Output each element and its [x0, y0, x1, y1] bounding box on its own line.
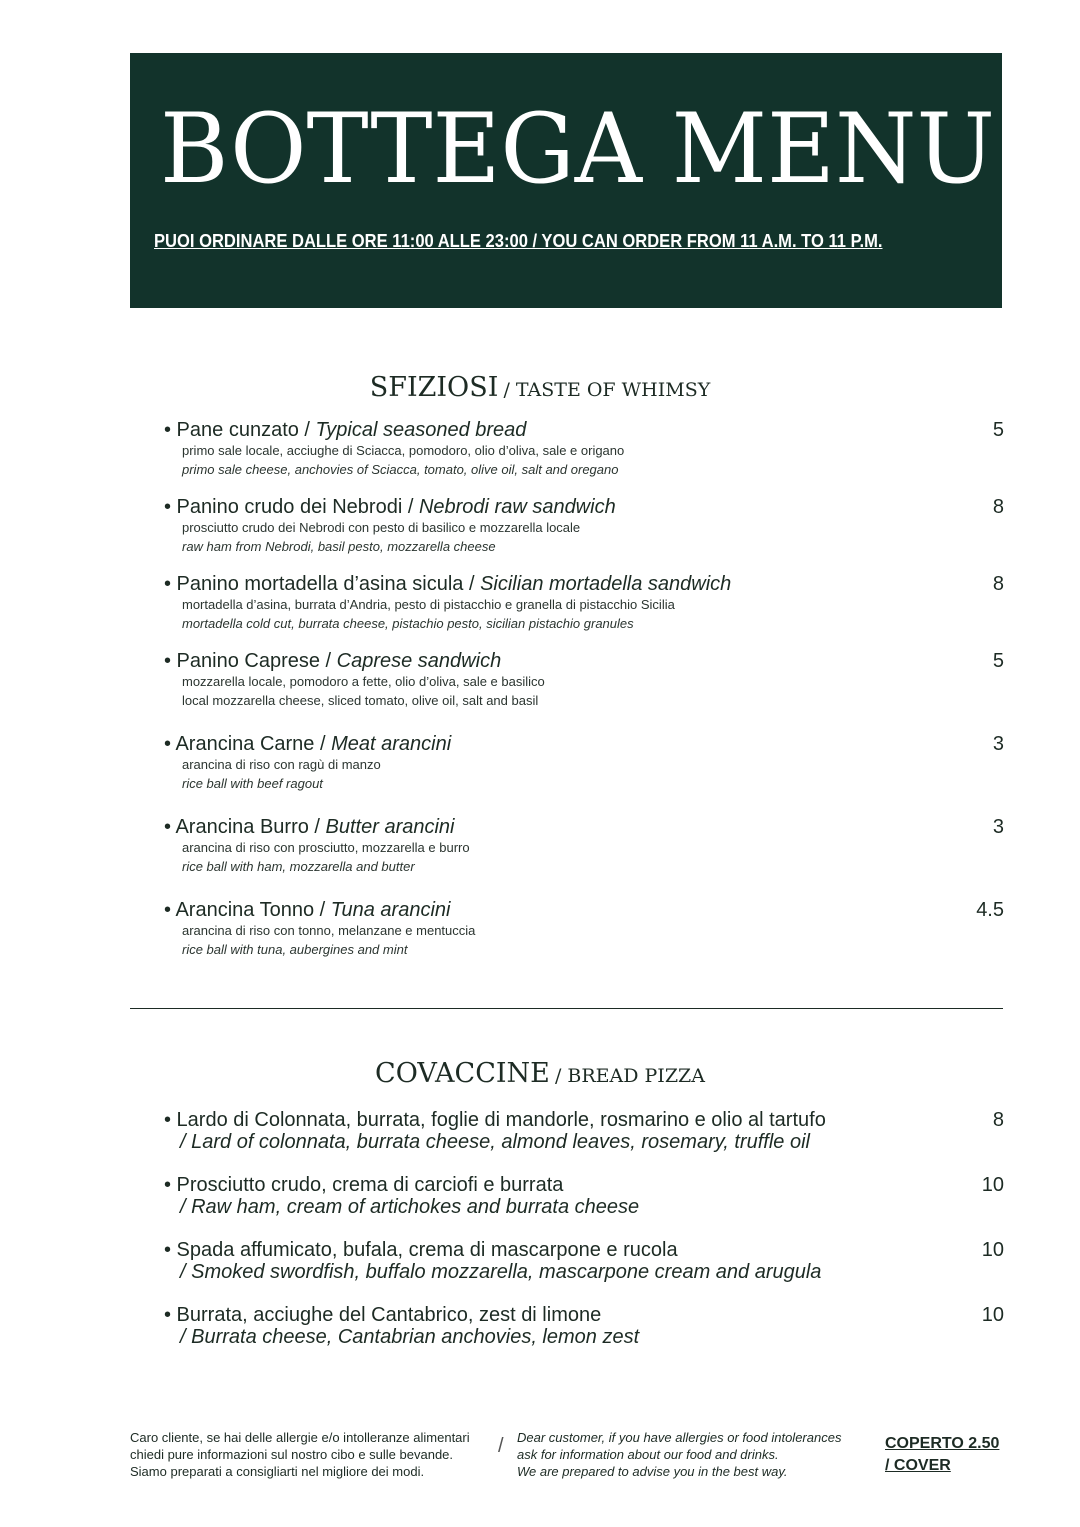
section-title-main: SFIZIOSI: [369, 372, 499, 403]
notice-line: Caro cliente, se hai delle allergie e/o intolleranze alimentari: [130, 1430, 470, 1445]
menu-item: [164, 899, 1004, 959]
item-name-en: / Burrata cheese, Cantabrian anchovies, lemon zest: [180, 1326, 640, 1348]
menu-item: [164, 733, 1004, 793]
menu-item: [164, 816, 1004, 876]
item-name: • Spada affumicato, bufala, crema di mascarpone e rucola: [164, 1239, 678, 1261]
item-desc-it: arancina di riso con tonno, melanzane e mentuccia: [182, 923, 476, 938]
section-title-covaccine: [0, 1058, 1080, 1089]
item-name-en: Meat arancini: [331, 733, 452, 755]
menu-item: [164, 1239, 1004, 1283]
item-desc-en: rice ball with ham, mozzarella and butter: [182, 859, 415, 874]
item-name: • Arancina Burro /: [164, 816, 326, 838]
item-name-en: / Raw ham, cream of artichokes and burrata cheese: [180, 1196, 640, 1218]
item-price: 3: [992, 816, 1004, 838]
cover-charge: [885, 1433, 999, 1477]
item-name-en: Sicilian mortadella sandwich: [480, 573, 732, 595]
item-name: • Arancina Carne /: [164, 733, 332, 755]
item-desc-en: rice ball with tuna, aubergines and mint: [182, 942, 408, 957]
item-desc-it: arancina di riso con prosciutto, mozzarella e burro: [182, 840, 470, 855]
item-desc-it: prosciutto crudo dei Nebrodi con pesto di basilico e mozzarella locale: [182, 520, 581, 535]
section-title-main: COVACCINE: [375, 1058, 550, 1089]
item-price: 8: [992, 1109, 1004, 1131]
item-name-en: Tuna arancini: [330, 899, 451, 921]
cover-charge-line2: / COVER: [885, 1457, 951, 1474]
item-name-en: Nebrodi raw sandwich: [418, 496, 616, 518]
item-desc-en: mortadella cold cut, burrata cheese, pistachio pesto, sicilian pistachio granules: [182, 616, 634, 631]
item-name: • Panino Caprese /: [164, 650, 337, 672]
item-price: 10: [981, 1239, 1004, 1261]
item-price: 3: [992, 733, 1004, 755]
item-desc-it: primo sale locale, acciughe di Sciacca, pomodoro, olio d’oliva, sale e origano: [182, 443, 625, 458]
menu-item: [164, 573, 1004, 633]
ordering-hours: PUOI ORDINARE DALLE ORE 11:00 ALLE 23:00 / YOU CAN ORDER FROM 11 A.M. TO 11 P.M.: [154, 231, 883, 251]
item-desc-en: rice ball with beef ragout: [182, 776, 323, 791]
item-name: • Panino crudo dei Nebrodi /: [164, 496, 419, 518]
menu-item: [164, 419, 1004, 479]
item-desc-en: raw ham from Nebrodi, basil pesto, mozzarella cheese: [182, 539, 496, 554]
item-name: • Lardo di Colonnata, burrata, foglie di mandorle, rosmarino e olio al tartufo: [164, 1109, 826, 1131]
item-price: 8: [992, 496, 1004, 518]
item-desc-it: mortadella d’asina, burrata d’Andria, pesto di pistacchio e granella di pistacchio Sicilia: [182, 597, 675, 612]
item-price: 5: [992, 419, 1004, 441]
item-name: • Panino mortadella d’asina sicula /: [164, 573, 481, 595]
cover-charge-line1: COPERTO 2.50: [885, 1435, 1000, 1452]
item-price: 8: [992, 573, 1004, 595]
item-name: • Pane cunzato /: [164, 419, 316, 441]
item-price: 4.5: [976, 899, 1004, 921]
page-title: BOTTEGA MENU: [160, 93, 995, 205]
notice-line: We are prepared to advise you in the best way.: [517, 1464, 788, 1479]
item-name: • Arancina Tonno /: [164, 899, 331, 921]
menu-header: [130, 53, 1002, 308]
menu-item: [164, 650, 1004, 710]
item-desc-it: arancina di riso con ragù di manzo: [182, 757, 381, 772]
item-name-en: / Lard of colonnata, burrata cheese, almond leaves, rosemary, truffle oil: [180, 1131, 810, 1153]
section-divider: [130, 1008, 1003, 1009]
item-name: • Burrata, acciughe del Cantabrico, zest di limone: [164, 1304, 602, 1326]
menu-item: [164, 1304, 1004, 1348]
notice-line: ask for information about our food and drinks.: [517, 1447, 779, 1462]
item-name: • Prosciutto crudo, crema di carciofi e burrata: [164, 1174, 564, 1196]
item-name-en: Caprese sandwich: [336, 650, 502, 672]
menu-item: [164, 1174, 1004, 1218]
allergy-notice-en: [517, 1429, 841, 1480]
item-name-en: Typical seasoned bread: [315, 419, 527, 441]
item-desc-it: mozzarella locale, pomodoro a fette, olio d’oliva, sale e basilico: [182, 674, 545, 689]
item-name-en: / Smoked swordfish, buffalo mozzarella, mascarpone cream and arugula: [180, 1261, 822, 1283]
item-price: 5: [992, 650, 1004, 672]
item-price: 10: [981, 1304, 1004, 1326]
section-title-sfiziosi: [0, 372, 1080, 403]
menu-item: [164, 1109, 1004, 1153]
item-name-en: Butter arancini: [325, 816, 455, 838]
notice-line: chiedi pure informazioni sul nostro cibo e sulle bevande.: [130, 1447, 454, 1462]
section-title-sub: / TASTE OF WHIMSY: [503, 379, 711, 401]
section-title-sub: / BREAD PIZZA: [554, 1065, 705, 1087]
allergy-notice-it: [130, 1429, 470, 1480]
item-price: 10: [981, 1174, 1004, 1196]
notice-separator: /: [498, 1435, 504, 1457]
notice-line: Dear customer, if you have allergies or food intolerances: [517, 1430, 842, 1445]
menu-item: [164, 496, 1004, 556]
item-desc-en: primo sale cheese, anchovies of Sciacca, tomato, olive oil, salt and oregano: [182, 462, 619, 477]
item-desc-en: local mozzarella cheese, sliced tomato, olive oil, salt and basil: [182, 693, 539, 708]
notice-line: Siamo preparati a consigliarti nel migliore dei modi.: [130, 1464, 425, 1479]
